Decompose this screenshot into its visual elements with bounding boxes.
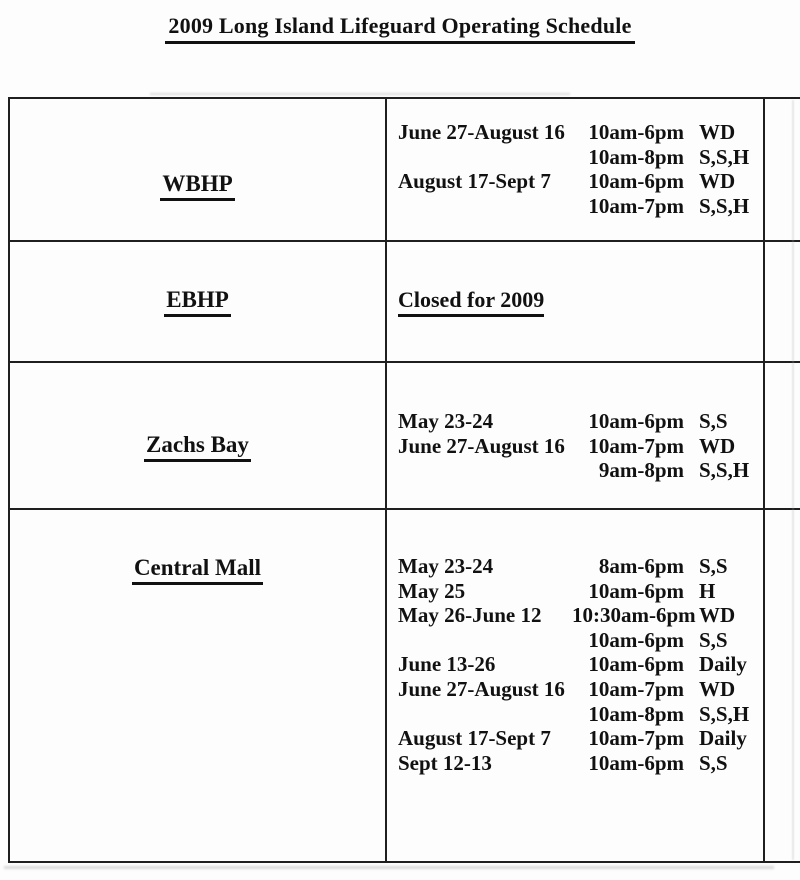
scan-artifact [4, 866, 774, 869]
schedule-date [398, 145, 572, 170]
scan-artifact [792, 100, 794, 860]
schedule-days: Daily [699, 652, 747, 677]
schedule-date: May 26-June 12 [398, 603, 542, 628]
schedule-days: S,S [699, 627, 728, 652]
schedule-cell [387, 510, 765, 861]
schedule-days: S,S,H [699, 193, 750, 218]
table-row-wbhp [10, 99, 800, 242]
schedule-cell [387, 99, 765, 240]
schedule-days: WD [699, 603, 736, 628]
empty-cell [765, 99, 800, 240]
empty-cell [765, 242, 800, 361]
schedule-time: 10am-7pm [588, 433, 684, 458]
schedule-date: August 17-Sept 7 [398, 726, 551, 751]
schedule-date: May 25 [398, 578, 466, 603]
schedule-line [398, 603, 763, 628]
schedule-time: 10am-6pm [588, 578, 684, 603]
schedule-date: Sept 12-13 [398, 750, 492, 775]
schedule-line [398, 554, 763, 579]
location-cell [10, 510, 387, 861]
schedule-cell [387, 242, 765, 361]
schedule-line [398, 751, 763, 776]
schedule-time: 9am-8pm [598, 458, 684, 483]
document-header [0, 13, 800, 44]
schedule-days: WD [699, 120, 736, 144]
schedule-date: June 27-August 16 [398, 433, 565, 458]
schedule-time: 10am-6pm [588, 750, 684, 775]
schedule-time: 10am-7pm [588, 726, 684, 751]
schedule-date: August 17-Sept 7 [398, 169, 551, 194]
schedule-date [398, 628, 572, 653]
location-cell [10, 363, 387, 508]
schedule-days: S,S [699, 409, 728, 433]
schedule-line [398, 726, 763, 751]
closed-note: Closed for 2009 [398, 287, 544, 317]
table-row-ebhp [10, 242, 800, 363]
schedule-days: S,S,H [699, 458, 750, 483]
schedule-days: WD [699, 433, 736, 458]
schedule-date: May 23-24 [398, 409, 494, 433]
schedule-days: Daily [699, 726, 747, 751]
schedule-time: 10am-6pm [588, 627, 684, 652]
location-name: EBHP [164, 286, 231, 317]
location-name: Central Mall [132, 554, 263, 585]
schedule-line [398, 194, 763, 219]
schedule-time: 8am-6pm [598, 554, 684, 578]
schedule-days: S,S [699, 554, 728, 578]
schedule-days: S,S,H [699, 701, 750, 726]
schedule-time: 10am-7pm [588, 193, 684, 218]
schedule-cell [387, 363, 765, 508]
schedule-line [398, 677, 763, 702]
schedule-line [398, 579, 763, 604]
location-cell [10, 99, 387, 240]
schedule-line [398, 434, 763, 459]
schedule-days: WD [699, 169, 736, 194]
empty-cell [765, 363, 800, 508]
schedule-table [8, 97, 800, 863]
schedule-time: 10:30am-6pm [572, 603, 696, 628]
schedule-date: June 27-August 16 [398, 676, 565, 701]
schedule-date [398, 702, 572, 727]
schedule-time: 10am-6pm [588, 169, 684, 194]
schedule-date: May 23-24 [398, 554, 494, 578]
schedule-line [398, 628, 763, 653]
location-name: Zachs Bay [144, 431, 251, 462]
schedule-line [398, 145, 763, 170]
schedule-time: 10am-8pm [588, 144, 684, 169]
location-cell [10, 242, 387, 361]
scan-artifact [150, 93, 570, 95]
schedule-date [398, 194, 572, 219]
location-name: WBHP [160, 170, 234, 201]
schedule-time: 10am-6pm [588, 120, 684, 144]
schedule-line [398, 120, 763, 145]
schedule-date: June 27-August 16 [398, 120, 565, 144]
schedule-line [398, 169, 763, 194]
schedule-line [398, 458, 763, 483]
schedule-time: 10am-7pm [588, 676, 684, 701]
schedule-days: WD [699, 676, 736, 701]
schedule-time: 10am-6pm [588, 409, 684, 433]
table-row-zachs-bay [10, 363, 800, 510]
schedule-time: 10am-8pm [588, 701, 684, 726]
schedule-line [398, 652, 763, 677]
schedule-days: S,S,H [699, 144, 750, 169]
schedule-date: June 13-26 [398, 652, 496, 677]
schedule-days: S,S [699, 750, 728, 775]
schedule-time: 10am-6pm [588, 652, 684, 677]
schedule-days: H [699, 578, 716, 603]
document-title: 2009 Long Island Lifeguard Operating Schedule [165, 13, 634, 44]
table-row-central-mall [10, 510, 800, 861]
empty-cell [765, 510, 800, 861]
schedule-line [398, 702, 763, 727]
schedule-line [398, 409, 763, 434]
schedule-date [398, 458, 572, 483]
